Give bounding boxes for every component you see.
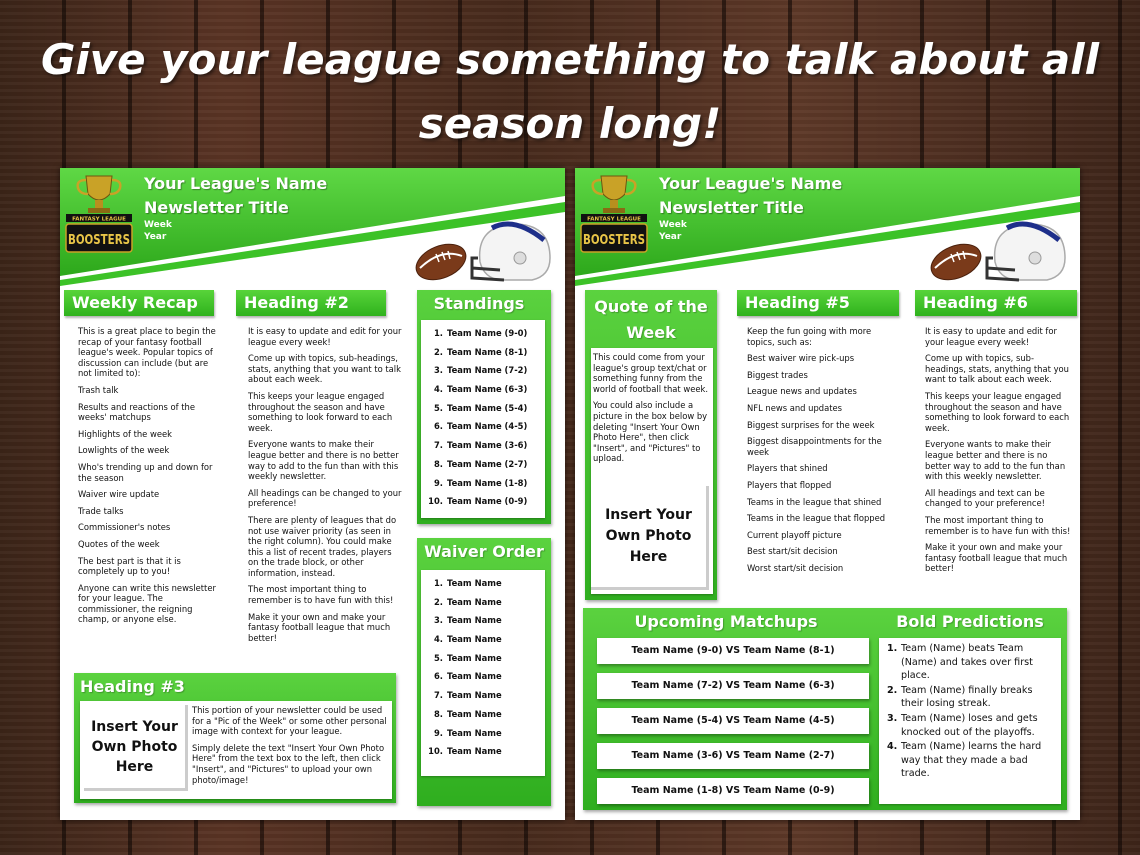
weekly-recap-body [78,326,224,631]
headline-line-2: season long! [418,99,722,148]
heading-5: Heading #5 [737,290,899,316]
league-name: Your League's Name [144,174,328,193]
heading-5-item: Worst start/sit decision [747,562,844,573]
trophy-logo-icon [64,172,134,256]
newsletter-title: Newsletter Title [144,198,289,217]
heading-2-paragraph: This keeps your league engaged throughout the season and have something to look forward to each week. [248,390,393,433]
matchup-row: Team Name (3-6) VS Team Name (2-7) [597,743,869,769]
heading-5-item: Teams in the league that flopped [747,513,886,524]
standings-row: 6. Team Name (4-5) [433,421,528,432]
recap-item: Who's trending up and down for the season [78,461,213,483]
heading-5-item: Current playoff picture [747,529,842,540]
heading-2-paragraph: There are plenty of leagues that do not use waiver priority (as seen in the right column). You could make this a list of recent trades, players on the trade block, or other information, instead. [248,514,397,578]
heading-3-paragraph: This portion of your newsletter could be used for a "Pic of the Week" or some other personal image with context for your league. [192,705,387,737]
heading-2-paragraph: All headings can be changed to your preference! [248,487,402,509]
heading-5-item: Biggest trades [747,369,808,380]
year-label: Year [659,232,682,242]
waiver-row: 6. Team Name [433,671,502,682]
waiver-row: 4. Team Name [433,634,502,645]
prediction-item: 3. Team (Name) loses and gets knocked out of the playoffs. [887,712,1038,738]
matchup-row: Team Name (1-8) VS Team Name (0-9) [597,778,869,804]
heading-2-paragraph: Make it your own and make your fantasy football league that much better! [248,611,391,643]
waiver-order-heading: Waiver Order [424,542,544,561]
waiver-order-box [417,538,551,806]
waiver-row: 8. Team Name [433,708,502,719]
heading-6-body [925,326,1073,580]
photo-placeholder[interactable]: Insert Your Own Photo Here [591,486,709,590]
heading-6: Heading #6 [915,290,1077,316]
prediction-item: 4. Team (Name) learns the hard way that they made a bad trade. [887,741,1042,780]
standings-row: 8. Team Name (2-7) [433,458,528,469]
waiver-row: 2. Team Name [433,596,502,607]
heading-2-paragraph: Come up with topics, sub-headings, stats, anything that you want to talk about each week. [248,353,401,385]
heading-5-item: Biggest surprises for the week [747,419,875,430]
standings-row: 10. Team Name (0-9) [428,496,528,507]
standings-row: 2. Team Name (8-1) [433,346,528,357]
newsletter-title: Newsletter Title [659,198,804,217]
week-label: Week [144,220,172,230]
standings-row: 9. Team Name (1-8) [433,477,528,488]
recap-item: Trash talk [78,384,119,395]
waiver-row: 7. Team Name [433,690,502,701]
heading-5-item: NFL news and updates [747,402,843,413]
heading-5-item: League news and updates [747,386,857,397]
heading-5-item: Players that flopped [747,479,832,490]
standings-row: 1. Team Name (9-0) [433,328,528,338]
standings-list [425,324,545,511]
heading-2-paragraph: It is easy to update and edit for your league every week! [248,326,402,347]
heading-5-item: Best waiver wire pick-ups [747,353,855,364]
heading-5-item: Teams in the league that shined [747,496,882,507]
heading-3-body [192,705,388,791]
recap-item: Waiver wire update [78,489,160,500]
recap-item: Quotes of the week [78,538,160,549]
matchup-row: Team Name (5-4) VS Team Name (4-5) [597,708,869,734]
heading-6-paragraph: It is easy to update and edit for your league every week! [925,326,1057,347]
recap-item: Lowlights of the week [78,445,170,456]
heading-6-paragraph: All headings and text can be changed to your preference! [925,487,1046,509]
page-1-banner [60,168,565,288]
upcoming-matchups-heading: Upcoming Matchups [634,612,818,631]
heading-3: Heading #3 [80,677,185,696]
heading-5-item: Players that shined [747,463,828,474]
heading-2: Heading #2 [236,290,386,316]
logo-text-bottom: BOOSTERS [583,233,645,248]
matchup-row: Team Name (9-0) VS Team Name (8-1) [597,638,869,664]
recap-item: Highlights of the week [78,428,172,439]
matchup-row: Team Name (7-2) VS Team Name (6-3) [597,673,869,699]
heading-5-item: Biggest disappointments for the week [747,436,882,457]
heading-2-body [248,326,404,649]
heading-6-paragraph: Make it your own and make your fantasy football league that much better! [925,542,1068,574]
heading-6-paragraph: Everyone wants to make their league better and there is no better way to add to the fun than with this weekly newsletter. [925,439,1066,482]
bold-predictions-list [887,642,1055,781]
quote-of-the-week-heading: Quote of the Week [594,297,708,342]
heading-2-paragraph: The most important thing to remember is to have fun with this! [248,584,394,606]
heading-5-item: Best start/sit decision [747,546,838,557]
weekly-recap-intro: This is a great place to begin the recap of your fantasy football league's week. Popular topics of discussion can include (but are not limited to): [78,326,216,379]
page-2-banner [575,168,1080,288]
waiver-row: 9. Team Name [433,727,502,738]
standings-row: 3. Team Name (7-2) [433,365,528,376]
prediction-item: 1. Team (Name) beats Team (Name) and takes over first place. [887,643,1033,682]
quote-paragraph: This could come from your league's group text/chat or something funny from the world of football that week. [593,352,709,394]
trophy-logo-icon [579,172,649,256]
waiver-order-panel [421,570,545,776]
recap-item: Trade talks [78,505,124,516]
standings-row: 5. Team Name (5-4) [433,402,528,413]
league-name: Your League's Name [659,174,843,193]
standings-row: 4. Team Name (6-3) [433,384,528,395]
bold-predictions-panel [879,638,1061,804]
recap-item: Anyone can write this newsletter for your league. The commissioner, the reigning champ, or anyone else. [78,582,216,625]
waiver-row: 1. Team Name [433,578,502,588]
heading-2-paragraph: Everyone wants to make their league better and there is no better way to add to the fun than with this weekly newsletter. [248,439,399,482]
waiver-row: 3. Team Name [433,615,502,626]
waiver-row: 10. Team Name [428,746,502,757]
waiver-order-list [425,574,545,761]
heading-5-intro: Keep the fun going with more topics, such as: [747,326,872,347]
newsletter-page-2 [575,168,1080,820]
matchups-predictions-box [583,608,1067,810]
quote-of-the-week-box [585,290,717,600]
logo-text-top: FANTASY LEAGUE [72,216,126,223]
heading-6-paragraph: Come up with topics, sub-headings, stats, anything that you want to talk about each week. [925,353,1069,385]
quote-body [593,352,711,470]
heading-6-paragraph: This keeps your league engaged throughout the season and have something to look forward to each week. [925,390,1070,433]
waiver-row: 5. Team Name [433,652,502,663]
logo-text-bottom: BOOSTERS [68,233,130,248]
photo-placeholder[interactable]: Insert Your Own Photo Here [84,705,188,791]
bold-predictions-heading: Bold Predictions [896,612,1044,631]
recap-item: Results and reactions of the weeks' matchups [78,401,196,423]
newsletter-page-1 [60,168,565,820]
headline [0,28,1140,156]
quote-paragraph: You could also include a picture in the box below by deleting "Insert Your Own Photo Here", then click "Insert", and "Pictures" to upload. [593,400,708,464]
standings-panel [421,320,545,518]
standings-row: 7. Team Name (3-6) [433,440,528,451]
heading-5-body [747,326,897,580]
heading-6-paragraph: The most important thing to remember is to have fun with this! [925,514,1071,536]
standings-heading: Standings [433,294,525,313]
headline-line-1: Give your league something to talk about all [40,35,1100,84]
logo-text-top: FANTASY LEAGUE [587,216,641,223]
heading-3-box [74,673,396,803]
heading-3-paragraph: Simply delete the text "Insert Your Own Photo Here" from the text box to the left, then click "Insert", and "Pictures" to upload your own photo/image! [192,742,385,785]
year-label: Year [144,232,167,242]
prediction-item: 2. Team (Name) finally breaks their losing streak. [887,684,1033,710]
standings-box [417,290,551,524]
week-label: Week [659,220,687,230]
weekly-recap-heading: Weekly Recap [64,290,214,316]
recap-item: Commissioner's notes [78,522,171,533]
recap-item: The best part is that it is completely up to you! [78,555,181,577]
